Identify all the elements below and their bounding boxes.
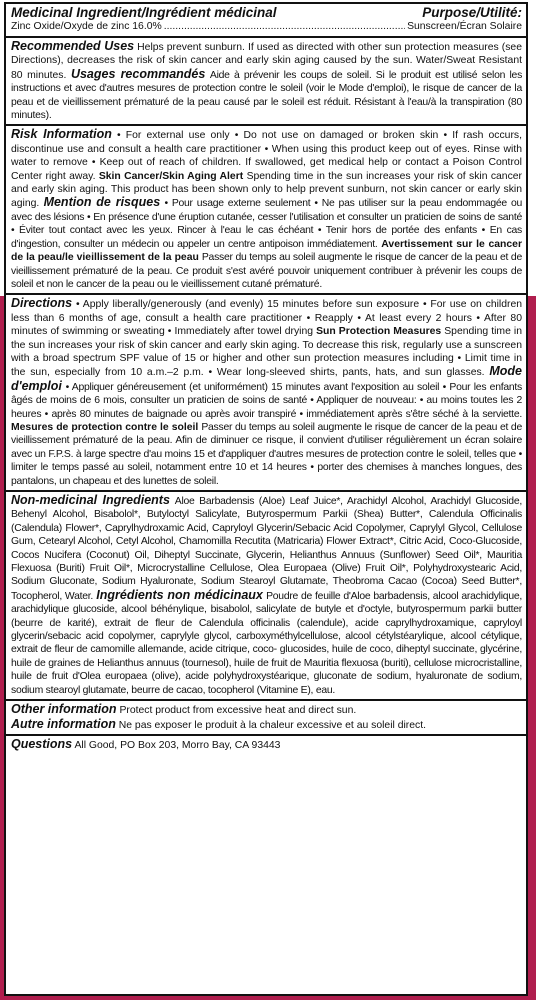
leader-dots [164,21,405,33]
directions-section [6,295,526,492]
nonmed-text-fr: Poudre de feuille d'Aloe barbadensis, alcool arachidylique, arachidylique glucoside, alcool béhénylique, bisabolol, salicylate de butyle et d'octyle, butyrospermum parkii butter (beurre de karité), extrait de fleur de Calendula officinalis (calendule), acide caprylhydroxamique, capryloyl glycerin/sebacic acid copolymer, caprylyle glycol, carboxyméthylcellulose, alcool cétylstéarylique, alcool cétylique, extrait de fleur de camomille allemande, acide citrique, coco- glucosides, huile de coco, diheptyl succinate, glycérine, huile de graines de Helianthus annuus (tournesol), huile de fruit de Mauritia flexuosa (buriti), cellulose microcristalline, huile de fruit d'Olea europaea (olive), acide polyhydroxystéarique, gluconate de sodium, hyaluronate de sodium, sodium stearoyl glutamate, beurre de cacao, tocopherol (Vitamine E), eau. [11,590,523,696]
medicinal-ingredient-section [6,4,526,38]
ingredient-row [11,21,522,34]
nonmed-heading: Non-medicinal Ingredients [11,493,170,507]
other-heading-fr: Autre information [11,716,116,731]
drug-facts-panel [4,2,528,996]
non-medicinal-ingredients-section [6,492,526,701]
risk-text-fr: • Pour usage externe seulement • Ne pas utiliser sur la peau endommagée ou avec des lésions • En présence d'une éruption cutanée, cesser l'utilisation et consulter un praticien de soins de santé • Éviter tout contact avec les yeux. Rincer à l'eau le cas échéant • Tenir hors de portée des enfants • En cas d'ingestion, consulter un médecin ou appeler un centre antipoison immédiatement. [11,198,523,250]
nonmed-text-en: Aloe Barbadensis (Aloe) Leaf Juice*, Arachidyl Alcohol, Arachidyl Glucoside, Behenyl Alcohol, Bisabolol*, Butyloctyl Salicylate, Butyrospermum Parkii (Shea) Butter*, Calendula Officinalis (Calendula) Flower*, Caprylhydroxamic Acid, Capryloyl Glycerin/Sebacic Acid Copolymer, Caprylyl Glycol, Cellulose Gum, Cetearyl Alcohol, Cetyl Alcohol, Chamomilla Recutita (Matricaria) Flower Extract*, Citric Acid, Coco-Glucoside, Cocos Nucifera (Coconut) Oil, Diheptyl Succinate, Glycerin, Helianthus Annuus (Sunflower) Seed Oil*, Mauritia Flexuosa (Buriti) Fruit Oil*, Microcrystalline Cellulose, Olea Europaea (Olive) Fruit Oil*, Polyhydroxystearic Acid, Sodium Gluconate, Sodium Hyaluronate, Sodium Stearoyl Glutamate, Theobroma Cacao (Cocoa) Seed Butter*, Tocopherol, Water. [11,496,522,602]
risk-heading-fr: Mention de risques [43,195,161,210]
uses-text-fr: Aide à prévenir les coups de soleil. Si le produit est utilisé selon les instructions et avec d'autres mesures de protection contre le soleil (voir le Mode d'emploi), le risque de cancer de la peau et de vieillissement prématuré de la peau causé par le soleil est réduit. Résistant à l'eau/à la transpiration (80 minutes). [11,69,523,122]
recommended-uses-section [6,38,526,126]
risk-heading: Risk Information [11,127,112,142]
medicinal-ingredient-title: Medicinal Ingredient/Ingrédient médicinal [11,5,277,20]
risk-alert-text-fr: Passer du temps au soleil augmente le risque de cancer de la peau et de vieillissement prématuré de la peau. Ce produit s'est avéré pouvoir uniquement contribuer à prévenir les coups de soleil et non le cancer de la peau ou le vieillissement cutané prématuré. [11,252,522,290]
other-info-fr [11,718,522,732]
medicinal-header-row [11,5,522,21]
ingredient-name: Zinc Oxide/Oxyde de zinc 16.0% [11,21,162,32]
questions-contact: All Good, PO Box 203, Morro Bay, CA 93443 [74,739,281,751]
directions-text-fr-1: • Appliquer généreusement (et uniformément) 15 minutes avant l'exposition au soleil • Pour les enfants âgés de moins de 6 mois, consulter un praticien de soins de santé • Appliquer de nouveau: • au moins toutes les 2 heures • après 80 minutes de baignade ou après avoir transpiré • immédiatement après s'être séché à la serviette. [11,381,523,420]
other-heading: Other information [11,702,117,717]
risk-alert-text-en: Spending time in the sun increases your risk of skin cancer and early skin aging. This product has been shown only to help prevent sunburn, not skin cancer or early skin aging. [11,170,523,210]
directions-text-en-1: • Apply liberally/generously (and evenly) 15 minutes before sun exposure • For use on children less than 6 months of age, consult a health care practitioner • Reapply • At least every 2 hours • After 80 minutes of swimming or sweating • Immediately after towel drying [11,299,523,338]
risk-alert-fr: Avertissement sur le cancer de la peau/le vieillissement de la peau [11,238,522,264]
directions-heading: Directions [11,296,73,311]
other-text-fr: Ne pas exposer le produit à la chaleur excessive et au soleil direct. [118,719,427,731]
directions-heading-fr: Mode d'emploi [11,364,522,393]
mesures-protection-heading: Mesures de protection contre le soleil [11,421,199,433]
uses-heading: Recommended Uses [11,39,135,53]
other-text-en: Protect product from excessive heat and direct sun. [119,705,357,717]
risk-text-en: • For external use only • Do not use on damaged or broken skin • If rash occurs, discontinue use and consult a health care practitioner • When using this product keep out of eyes. Rinse with water to remove • Keep out of reach of children. If swallowed, get medical help or contact a Poison Control Center right away. [11,130,522,182]
questions-heading: Questions [11,736,73,751]
sun-protection-measures-heading: Sun Protection Measures [316,326,442,338]
risk-information-section [6,126,526,295]
uses-heading-fr: Usages recommandés [70,66,206,81]
nonmed-heading-fr: Ingrédients non médicinaux [96,587,263,602]
directions-text-fr-2: Passer du temps au soleil augmente le risque de cancer de la peau et de vieillissement prématuré de la peau. Afin de diminuer ce risque, il convient d'utiliser régulièrement un écran solaire avec un F.P.S. à large spectre d'au moins 15 et d'appliquer d'autres mesures de protection contre le soleil, telles que • limiter le temps passé au soleil, notamment entre 10 et 14 heures • porter des chemises à manches longues, des pantalons, un chapeau et des lunettes de soleil. [11,421,522,487]
other-info-en [11,703,522,717]
ingredient-purpose: Sunscreen/Écran Solaire [407,21,522,32]
questions-section [6,736,526,754]
uses-text-en: Helps prevent sunburn. If used as directed with other sun protection measures (see Directions), decreases the risk of skin cancer and early skin aging caused by the sun. Water/Sweat Resistant 80 minutes. [11,42,522,81]
directions-text-en-2: Spending time in the sun increases your risk of skin cancer and early skin aging. To decrease this risk, regularly use a sunscreen with a broad spectrum SPF value of 15 or higher and other sun protection measures including • Limit time in the sun, especially from 10 a.m.–2 p.m. • Wear long-sleeved shirts, pants, hats, and sun glasses. [11,326,523,379]
other-information-section [6,701,526,736]
purpose-title: Purpose/Utilité: [422,5,522,20]
risk-alert-en: Skin Cancer/Skin Aging Alert [98,170,244,182]
